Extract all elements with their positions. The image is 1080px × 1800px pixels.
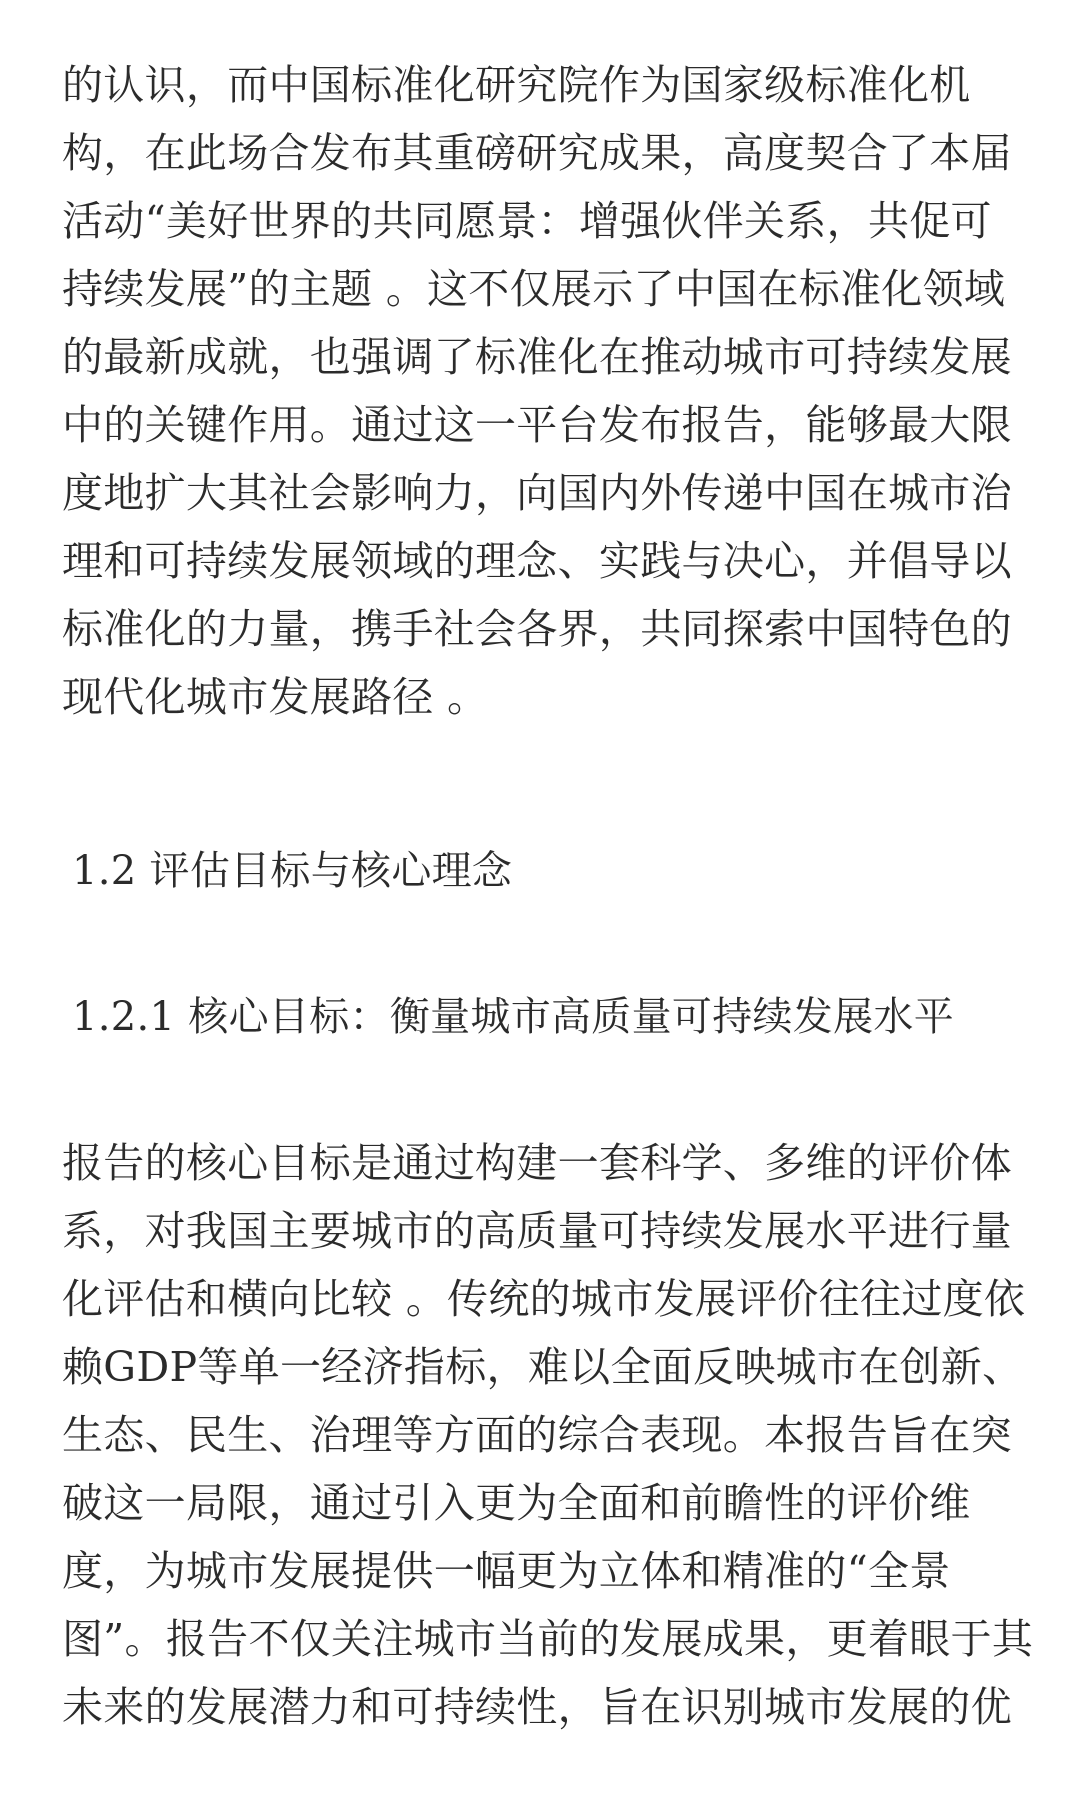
paragraph-line: 度，为城市发展提供一幅更为立体和精准的“全景: [62, 1547, 951, 1595]
paragraph-line: 现代化城市发展路径 。: [62, 673, 489, 721]
section-heading: 1.2 评估目标与核心理念: [72, 848, 513, 894]
paragraph-line: 未来的发展潜力和可持续性，旨在识别城市发展的优: [62, 1683, 1012, 1731]
paragraph-line: 理和可持续发展领域的理念、实践与决心，并倡导以: [62, 537, 1012, 585]
paragraph-line: 活动“美好世界的共同愿景：增强伙伴关系，共促可: [62, 197, 992, 245]
paragraph-line: 构，在此场合发布其重磅研究成果，高度契合了本届: [62, 129, 1012, 177]
paragraph-line: 度地扩大其社会影响力，向国内外传递中国在城市治: [62, 469, 1012, 517]
paragraph-line: 生态、民生、治理等方面的综合表现。本报告旨在突: [62, 1411, 1012, 1459]
paragraph-line: 的最新成就，也强调了标准化在推动城市可持续发展: [62, 333, 1012, 381]
paragraph-line: 报告的核心目标是通过构建一套科学、多维的评价体: [62, 1139, 1012, 1187]
paragraph-line: 系，对我国主要城市的高质量可持续发展水平进行量: [62, 1207, 1012, 1255]
paragraph-line: 图”。报告不仅关注城市当前的发展成果，更着眼于其: [62, 1615, 1034, 1663]
paragraph-line: 的认识，而中国标准化研究院作为国家级标准化机: [62, 61, 971, 109]
subsection-heading: 1.2.1 核心目标：衡量城市高质量可持续发展水平: [72, 994, 954, 1040]
paragraph-line: 标准化的力量，携手社会各界，共同探索中国特色的: [62, 605, 1012, 653]
paragraph-line: 化评估和横向比较 。传统的城市发展评价往往过度依: [62, 1275, 1026, 1323]
paragraph-line: 赖GDP等单一经济指标，难以全面反映城市在创新、: [62, 1343, 1024, 1391]
paragraph-line: 破这一局限，通过引入更为全面和前瞻性的评价维: [62, 1479, 971, 1527]
paragraph-line: 持续发展”的主题 。这不仅展示了中国在标准化领域: [62, 265, 1006, 313]
paragraph-line: 中的关键作用。通过这一平台发布报告，能够最大限: [62, 401, 1012, 449]
